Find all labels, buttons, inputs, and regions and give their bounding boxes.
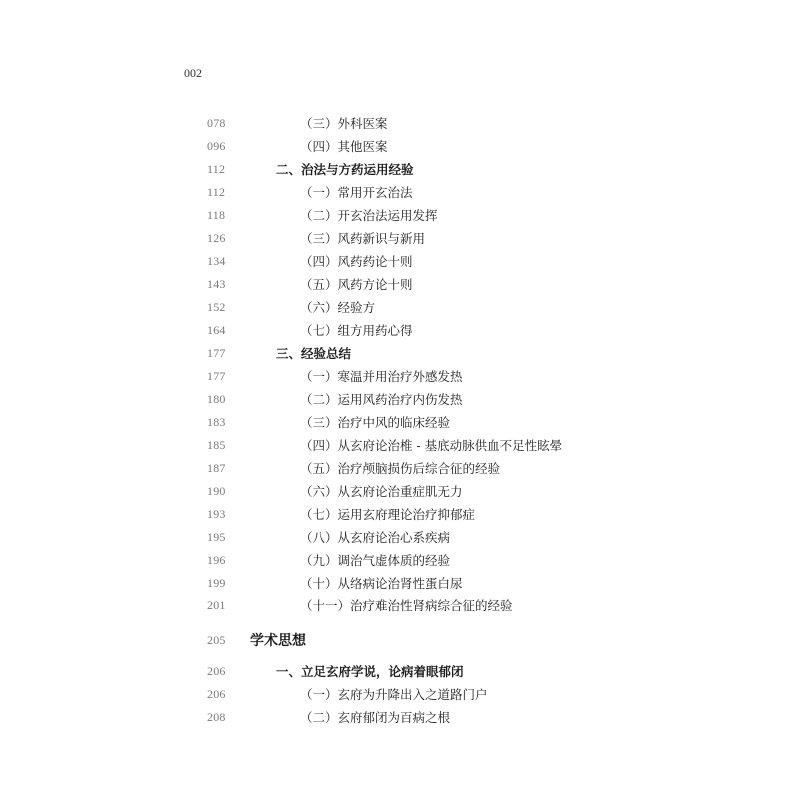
toc-part-entry: [0, 630, 800, 650]
toc-entry: [0, 205, 800, 225]
toc-page-number: 196: [207, 552, 226, 567]
toc-page-number: 152: [207, 299, 226, 314]
toc-title: （三）治疗中风的临床经验: [300, 415, 451, 430]
toc-part-title: 学术思想: [250, 633, 306, 649]
toc-entry: [0, 274, 800, 294]
toc-entry: [0, 297, 800, 317]
toc-page-number: 177: [207, 345, 226, 360]
toc-page-number: 096: [207, 138, 226, 153]
toc-title: （九）调治气虚体质的经验: [300, 553, 451, 568]
toc-entry: [0, 527, 800, 547]
toc-page-number: 195: [207, 529, 226, 544]
toc-page-number: 199: [207, 575, 226, 590]
toc-title: （一）常用开玄治法: [300, 185, 413, 200]
toc-title: （六）经验方: [300, 300, 376, 315]
toc-entry: [0, 504, 800, 524]
toc-page-number: 206: [207, 663, 226, 678]
toc-page-number: 208: [207, 709, 226, 724]
toc-section-title: 三、经验总结: [276, 346, 352, 361]
toc-page-number: 112: [207, 161, 226, 176]
toc-page-number: 201: [207, 597, 226, 612]
toc-page-number: 180: [207, 391, 226, 406]
toc-entry: [0, 251, 800, 271]
toc-title: （六）从玄府论治重症肌无力: [300, 484, 463, 499]
toc-page-number: 193: [207, 506, 226, 521]
toc-page-number: 164: [207, 322, 226, 337]
toc-title: （一）玄府为升降出入之道路门户: [300, 687, 488, 702]
toc-entry: [0, 389, 800, 409]
toc-page-number: 143: [207, 276, 226, 291]
toc-title: （七）运用玄府理论治疗抑郁症: [300, 507, 476, 522]
toc-title: （七）组方用药心得: [300, 323, 413, 338]
toc-title: （五）风药方论十则: [300, 277, 413, 292]
toc-entry: [0, 684, 800, 704]
toc-title: （二）运用风药治疗内伤发热: [300, 392, 463, 407]
toc-entry: [0, 595, 800, 615]
toc-title: （二）玄府郁闭为百病之根: [300, 710, 451, 725]
toc-title: （四）风药药论十则: [300, 254, 413, 269]
toc-page-number: 190: [207, 483, 226, 498]
toc-section-title: 一、立足玄府学说，论病着眼郁闭: [276, 664, 464, 679]
toc-title: （十）从络病论治肾性蛋白尿: [300, 576, 463, 591]
toc-page-number: 177: [207, 368, 226, 383]
toc-page-number: 134: [207, 253, 226, 268]
toc-page-number: 126: [207, 230, 226, 245]
toc-entry: [0, 228, 800, 248]
toc-section-title: 二、治法与方药运用经验: [276, 162, 414, 177]
toc-entry: [0, 343, 800, 363]
toc-page-number: 187: [207, 460, 226, 475]
toc-entry: [0, 481, 800, 501]
toc-entry: [0, 458, 800, 478]
toc-title: （四）从玄府论治椎 - 基底动脉供血不足性眩晕: [300, 438, 563, 453]
toc-page-number: 206: [207, 686, 226, 701]
toc-page-number: 078: [207, 115, 226, 130]
toc-entry: [0, 366, 800, 386]
toc-entry: [0, 182, 800, 202]
toc-title: （八）从玄府论治心系疾病: [300, 530, 451, 545]
toc-title: （三）外科医案: [300, 116, 388, 131]
toc-title: （十一）治疗难治性肾病综合征的经验: [300, 598, 513, 613]
toc-title: （四）其他医案: [300, 139, 388, 154]
toc-entry: [0, 320, 800, 340]
toc-page-number: 118: [207, 207, 226, 222]
toc-entry: [0, 113, 800, 133]
toc-entry: [0, 412, 800, 432]
toc-entry: [0, 136, 800, 156]
toc-title: （一）寒温并用治疗外感发热: [300, 369, 463, 384]
page-number: 002: [184, 66, 202, 80]
toc-page-number: 112: [207, 184, 226, 199]
toc-page-number: 205: [207, 632, 226, 647]
toc-page-number: 183: [207, 414, 226, 429]
toc-entry: [0, 435, 800, 455]
toc-entry: [0, 550, 800, 570]
toc-title: （三）风药新识与新用: [300, 231, 426, 246]
toc-entry: [0, 707, 800, 727]
toc-entry: [0, 159, 800, 179]
toc-title: （五）治疗颅脑损伤后综合征的经验: [300, 461, 501, 476]
toc-entry: [0, 573, 800, 593]
toc-entry: [0, 661, 800, 681]
toc-page-number: 185: [207, 437, 226, 452]
toc-title: （二）开玄治法运用发挥: [300, 208, 438, 223]
